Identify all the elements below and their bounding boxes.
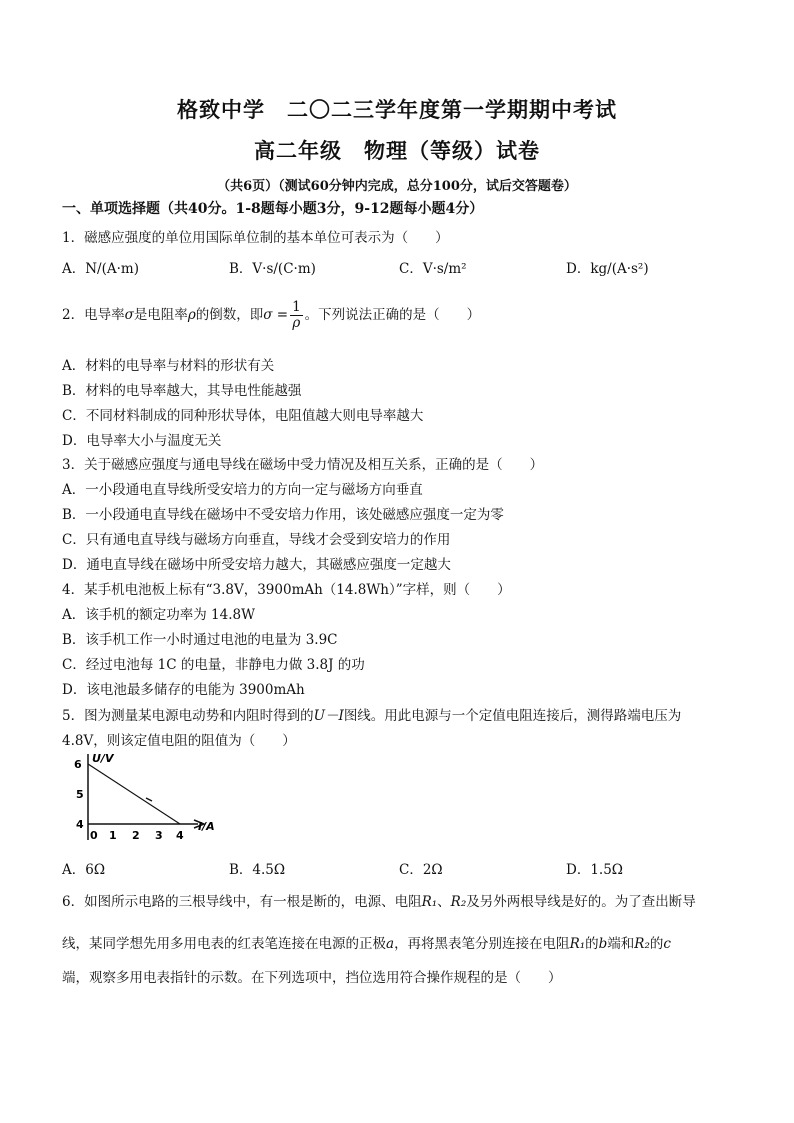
q1-option-b: B．V·s/(C·m): [229, 261, 316, 277]
q3-option-b: B．一小段通电直导线在磁场中不受安培力作用，该处磁感应强度一定为零: [62, 507, 504, 523]
question-6-line2: [62, 932, 671, 952]
q2-option-a: A．材料的电导率与材料的形状有关: [62, 358, 275, 374]
q6-line2-a: 线，某同学想先用多用电表的红表笔连接在电源的正极: [62, 936, 386, 952]
y-tick-5: 5: [76, 788, 84, 801]
q1-option-d: D．kg/(A·s²): [566, 261, 649, 277]
q6-line1-b: 及另外两根导线是好的。为了查出断导: [466, 894, 696, 910]
section-heading: 一、单项选择题（共40分。1-8题每小题3分，9-12题每小题4分）: [62, 201, 484, 217]
q2-option-d: D．电导率大小与温度无关: [62, 433, 222, 449]
q4-option-a: A．该手机的额定功率为 14.8W: [62, 607, 255, 623]
q5-stem-b: 图线。用此电源与一个定值电阻连接后，测得路端电压为: [343, 708, 682, 724]
q2-stem-mid2: 的倒数，即: [195, 307, 264, 323]
exam-instructions: （共6页）（测试60分钟内完成，总分100分，试后交答题卷）: [217, 179, 577, 194]
r2-symbol: R₂: [450, 894, 467, 910]
q6-line1-a: 6．如图所示电路的三根导线中，有一根是断的，电源、电阻: [62, 894, 422, 910]
q2-stem-prefix: 2．电导率: [62, 307, 125, 323]
y-tick-6: 6: [74, 758, 82, 771]
q4-option-d: D．该电池最多储存的电能为 3900mAh: [62, 682, 305, 698]
question-3-stem: 3．关于磁感应强度与通电导线在磁场中受力情况及相互关系，正确的是（ ）: [62, 457, 544, 473]
rho-symbol: ρ: [187, 307, 196, 323]
sigma-symbol: σ: [124, 307, 134, 323]
question-2-stem: [62, 300, 480, 331]
r2-symbol-2: R₂: [634, 936, 650, 952]
x-axis-label: I/A: [198, 820, 215, 833]
q1-option-a: A．N/(A·m): [62, 261, 139, 277]
exam-title: 格致中学 二〇二三学年度第一学期期中考试: [177, 97, 617, 122]
q5-stem-a: 5．图为测量某电源电动势和内阻时得到的: [62, 708, 314, 724]
q3-option-a: A．一小段通电直导线所受安培力的方向一定与磁场方向垂直: [62, 482, 423, 498]
q3-option-d: D．通电直导线在磁场中所受安培力越大，其磁感应强度一定越大: [62, 557, 451, 573]
question-4-stem: 4．某手机电池板上标有“3.8V，3900mAh（14.8Wh）”字样，则（ ）: [62, 582, 511, 598]
y-axis-label: U/V: [92, 752, 114, 765]
q5-option-d: D．1.5Ω: [566, 862, 623, 878]
q2-stem-mid: 是电阻率: [133, 307, 188, 323]
r1-symbol-2: R₁: [569, 936, 586, 952]
r1-symbol: R₁: [421, 894, 438, 910]
q5-option-c: C．2Ω: [399, 862, 443, 878]
point-b: b: [598, 936, 608, 952]
fraction-numerator: 1: [292, 299, 301, 315]
x-tick-1: 1: [109, 829, 117, 842]
question-1-stem: 1．磁感应强度的单位用国际单位制的基本单位可表示为（ ）: [62, 230, 449, 246]
q4-option-b: B．该手机工作一小时通过电池的电量为 3.9C: [62, 632, 338, 648]
question-6-line3: 端，观察多用电表指针的示数。在下列选项中，挡位选用符合操作规程的是（ ）: [62, 970, 562, 986]
point-c: c: [663, 936, 671, 952]
fraction-denominator: ρ: [292, 315, 301, 331]
x-tick-0: 0: [90, 829, 98, 842]
x-tick-3: 3: [155, 829, 163, 842]
ui-graph: [66, 748, 226, 848]
q4-option-c: C．经过电池每 1C 的电量，非静电力做 3.8J 的功: [62, 657, 365, 673]
equation-lhs: σ =: [263, 307, 289, 323]
q1-option-c: C．V·s/m²: [399, 261, 467, 277]
fraction: [290, 300, 303, 331]
exam-subject-title: 高二年级 物理（等级）试卷: [254, 138, 540, 163]
q3-option-c: C．只有通电直导线与磁场方向垂直，导线才会受到安培力的作用: [62, 532, 451, 548]
q6-line2-c: 的: [585, 936, 599, 952]
q5-option-a: A．6Ω: [62, 862, 106, 878]
q2-option-b: B．材料的电导率越大，其导电性能越强: [62, 383, 302, 399]
q6-line2-e: 的: [649, 936, 664, 952]
x-tick-2: 2: [132, 829, 140, 842]
q6-line2-b: ，再将黑表笔分别连接在电阻: [394, 936, 570, 952]
question-5-stem-line1: [62, 704, 681, 724]
question-6-line1: [62, 890, 696, 910]
ui-line-mark: [146, 798, 152, 801]
q5-option-b: B．4.5Ω: [229, 862, 286, 878]
q2-stem-suffix: 。下列说法正确的是（ ）: [304, 307, 481, 323]
ui-line: [88, 764, 180, 824]
q2-option-c: C．不同材料制成的同种形状导体，电阻值越大则电导率越大: [62, 408, 424, 424]
ui-symbol: U－I: [313, 708, 344, 724]
point-a: a: [386, 936, 395, 952]
y-tick-4: 4: [76, 818, 84, 831]
question-5-stem-line2: 4.8V，则该定值电阻的阻值为（ ）: [62, 733, 296, 749]
x-tick-4: 4: [176, 829, 184, 842]
q6-sep: 、: [437, 894, 451, 910]
q6-line2-d: 端和: [607, 936, 635, 952]
